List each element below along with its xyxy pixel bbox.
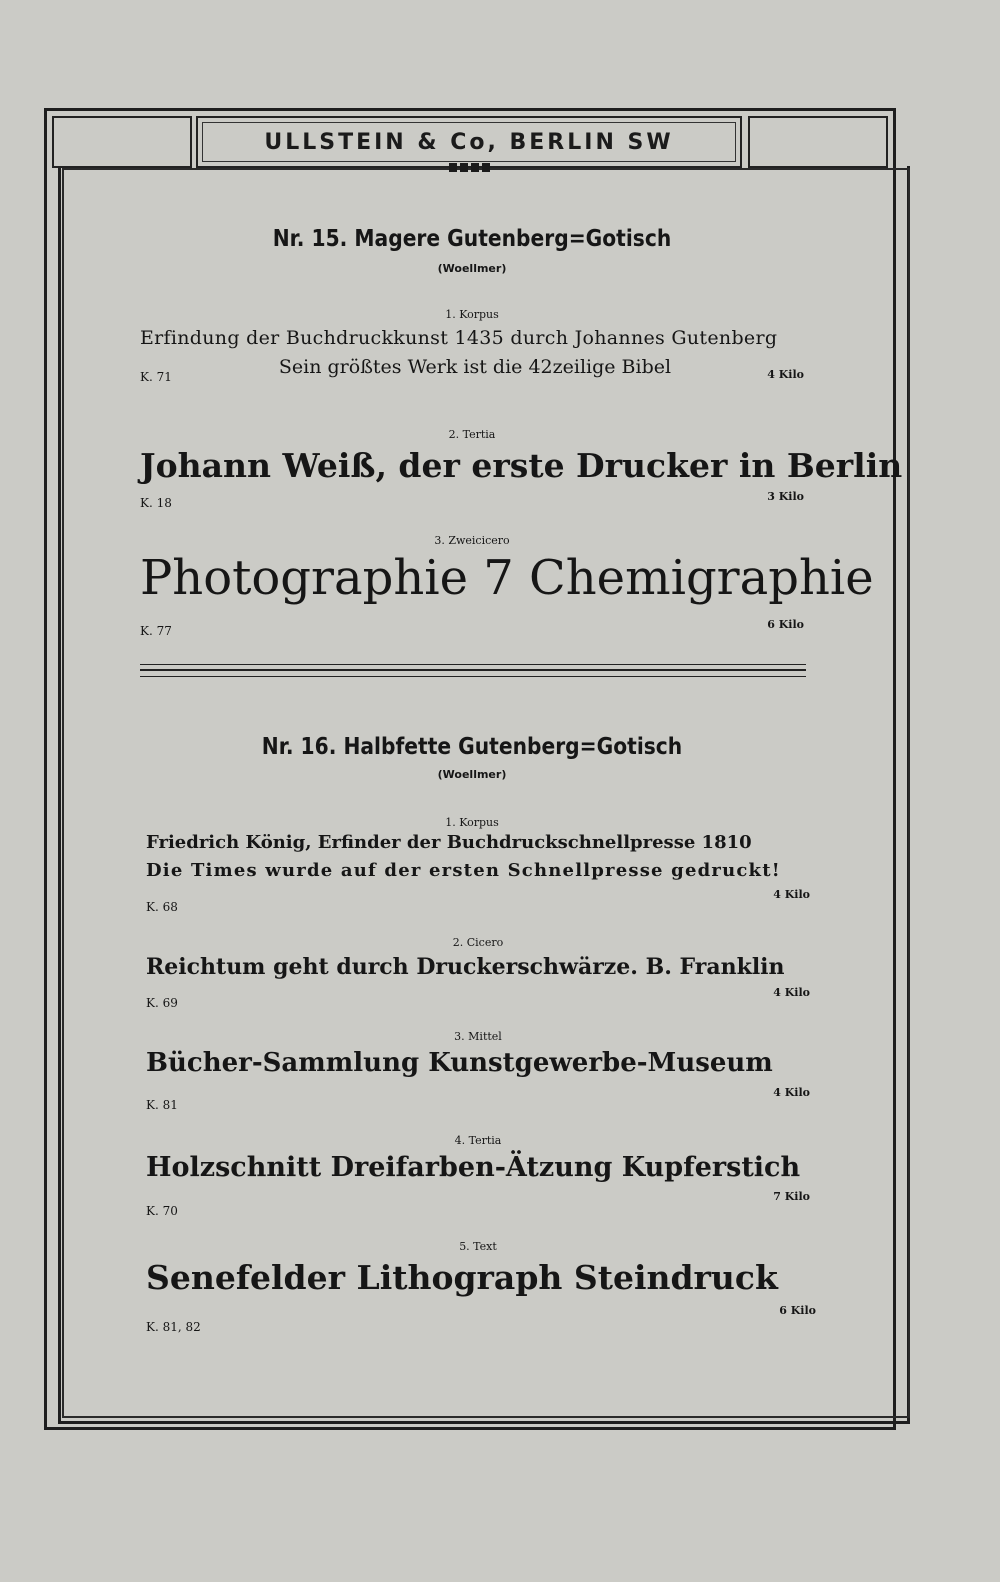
section-16-sample-3-kit: K. 81 <box>146 1098 178 1112</box>
section-15-sample-3-kit: K. 77 <box>140 624 172 638</box>
section-16-sample-1-size: 1. Korpus <box>445 816 499 829</box>
section-15-sample-2-weight: 3 Kilo <box>767 490 804 503</box>
section-15-sample-3-line-1: Photographie 7 Chemigraphie <box>140 550 874 606</box>
section-16-sample-4-size: 4. Tertia <box>454 1134 502 1147</box>
section-15-title: Nr. 15. Magere Gutenberg=Gotisch <box>272 226 672 252</box>
section-16-title: Nr. 16. Halbfette Gutenberg=Gotisch <box>261 734 683 760</box>
section-16-sample-2-kit: K. 69 <box>146 996 178 1010</box>
header-left-panel <box>52 116 192 168</box>
section-16-sample-4-kit: K. 70 <box>146 1204 178 1218</box>
section-15-sample-3-weight: 6 Kilo <box>767 618 804 631</box>
header-ornament <box>446 163 492 172</box>
section-divider-top-rule <box>140 664 806 665</box>
section-15-sample-3-size: 3. Zweicicero <box>434 534 510 547</box>
section-15-sample-1-line-1: Erfindung der Buchdruckkunst 1435 durch Johannes Gutenberg <box>140 327 778 349</box>
section-16-sample-2-weight: 4 Kilo <box>773 986 810 999</box>
section-16-designer: (Woellmer) <box>437 768 507 781</box>
section-16-sample-2-size: 2. Cicero <box>452 936 504 949</box>
section-divider-base-rule <box>140 676 806 677</box>
section-15-sample-2-line-1: Johann Weiß, der erste Drucker in Berlin <box>140 446 903 485</box>
header-right-panel <box>748 116 888 168</box>
section-16-sample-1-line-1: Friedrich König, Erfinder der Buchdruckschnellpresse 1810 <box>146 832 752 853</box>
section-16-sample-2-line-1: Reichtum geht durch Druckerschwärze. B. Franklin <box>146 954 785 980</box>
section-15-sample-1-kit: K. 71 <box>140 370 172 384</box>
section-16-sample-3-size: 3. Mittel <box>454 1030 502 1043</box>
section-16-sample-5-line-1: Senefelder Lithograph Steindruck <box>146 1258 778 1297</box>
section-16-sample-4-line-1: Holzschnitt Dreifarben-Ätzung Kupferstich <box>146 1152 801 1183</box>
section-16-sample-5-kit: K. 81, 82 <box>146 1320 201 1334</box>
section-15-sample-1-line-2: Sein größtes Werk ist die 42zeilige Bibel <box>278 356 672 378</box>
section-16-sample-5-size: 5. Text <box>459 1240 497 1253</box>
section-16-sample-4-weight: 7 Kilo <box>773 1190 810 1203</box>
section-15-sample-2-size: 2. Tertia <box>448 428 496 441</box>
section-15-sample-1-size: 1. Korpus <box>445 308 499 321</box>
section-16-sample-1-kit: K. 68 <box>146 900 178 914</box>
section-16-sample-1-line-2: Die Times wurde auf der ersten Schnellpresse gedruckt! <box>146 860 781 881</box>
publisher-title: ULLSTEIN & Co, BERLIN SW <box>264 129 674 155</box>
section-divider-bottom-rule <box>140 669 806 671</box>
section-16-sample-1-weight: 4 Kilo <box>773 888 810 901</box>
section-15-designer: (Woellmer) <box>437 262 507 275</box>
section-16-sample-3-weight: 4 Kilo <box>773 1086 810 1099</box>
section-16-sample-3-line-1: Bücher-Sammlung Kunstgewerbe-Museum <box>146 1048 773 1078</box>
section-15-sample-1-weight: 4 Kilo <box>767 368 804 381</box>
section-15-sample-2-kit: K. 18 <box>140 496 172 510</box>
section-16-sample-5-weight: 6 Kilo <box>779 1304 816 1317</box>
